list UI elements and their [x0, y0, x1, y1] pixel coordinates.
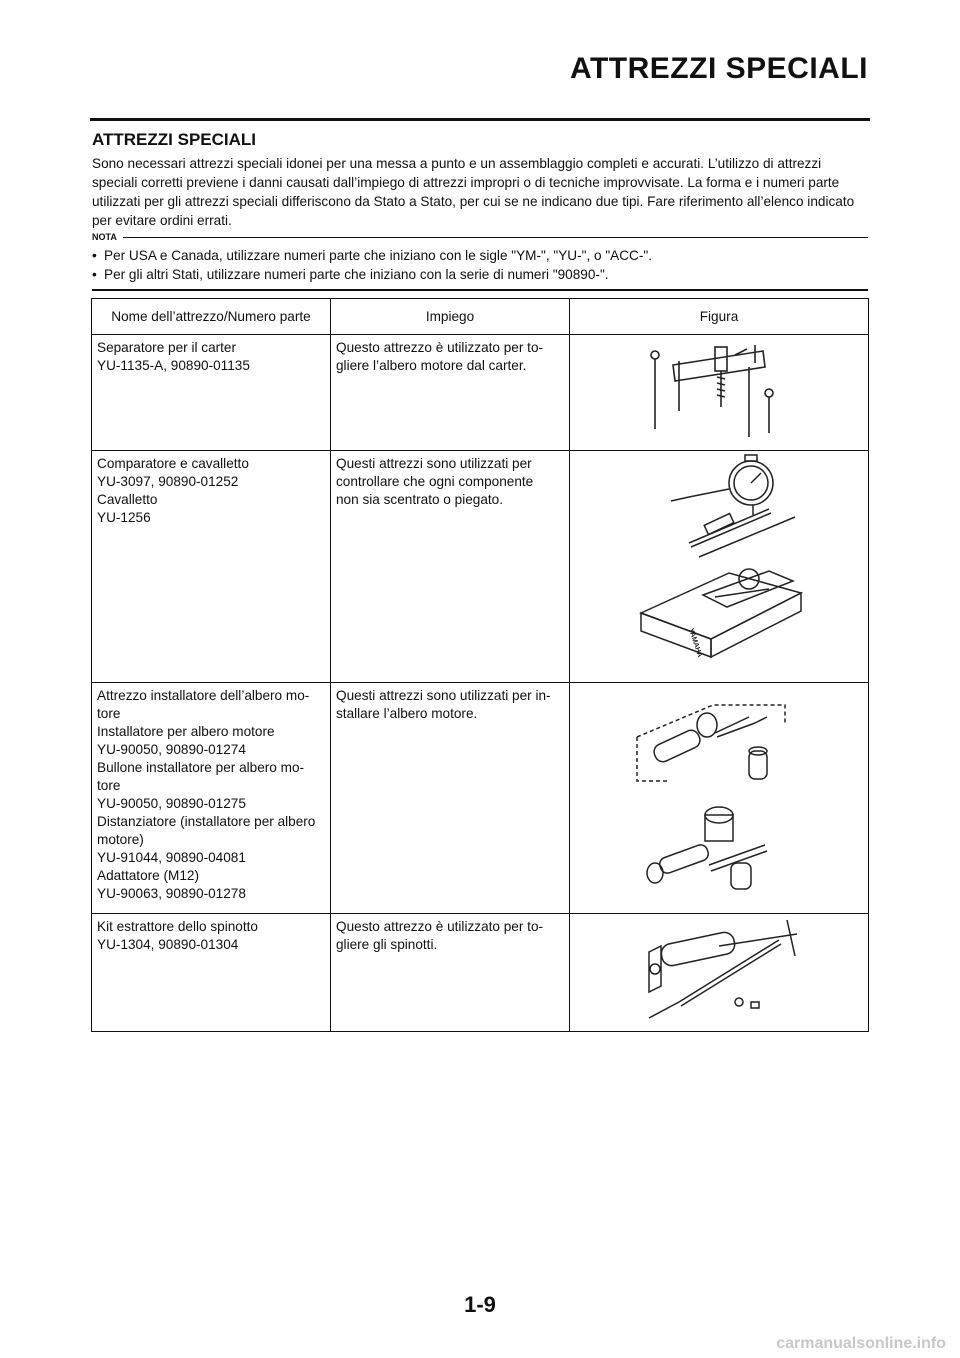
note-item: • Per gli altri Stati, utilizzare numeri parte che iniziano con la serie di numeri "90890-".	[92, 265, 868, 284]
tool-name-line: Bullone installatore per albero mo-	[97, 760, 305, 775]
crankcase-separator-icon	[619, 337, 819, 445]
note-item: • Per USA e Canada, utilizzare numeri parte che iniziano con le sigle "YM-", "YU-", o "ACC-".	[92, 246, 868, 265]
column-header-name: Nome dell’attrezzo/Numero parte	[92, 299, 331, 335]
piston-pin-puller-icon	[619, 916, 819, 1026]
usage-line: non sia scentrato o piegato.	[336, 492, 504, 507]
tool-name-line: tore	[97, 778, 121, 793]
tool-name-cell	[92, 683, 331, 914]
note-list	[92, 246, 868, 284]
case-brand-label: YAMAHA	[687, 627, 704, 659]
tool-part-number: YU-1304, 90890-01304	[97, 937, 239, 952]
tool-name-line: Cavalletto	[97, 492, 158, 507]
page-header-title: ATTREZZI SPECIALI	[570, 52, 868, 85]
column-header-usage: Impiego	[331, 299, 570, 335]
table-row	[92, 683, 869, 914]
tool-figure-cell	[570, 683, 869, 914]
usage-line: Questo attrezzo è utilizzato per to-	[336, 340, 544, 355]
note-header	[92, 230, 868, 244]
tool-part-number: YU-90050, 90890-01275	[97, 796, 246, 811]
tool-name-line: tore	[97, 706, 121, 721]
tool-figure-cell	[570, 335, 869, 451]
tool-usage-cell	[331, 451, 570, 683]
note-top-rule	[123, 237, 868, 238]
intro-section	[92, 130, 868, 230]
tool-name-line: Installatore per albero motore	[97, 724, 275, 739]
usage-line: Questi attrezzi sono utilizzati per in-	[336, 688, 551, 703]
usage-line: gliere gli spinotti.	[336, 937, 438, 952]
tool-name-line: Kit estrattore dello spinotto	[97, 919, 258, 934]
tool-part-number: YU-1256	[97, 510, 151, 525]
usage-line: gliere l’albero motore dal carter.	[336, 358, 527, 373]
tool-usage-cell	[331, 683, 570, 914]
tool-name-line: Attrezzo installatore dell’albero mo-	[97, 688, 310, 703]
section-heading: ATTREZZI SPECIALI	[92, 130, 257, 149]
table-row	[92, 451, 869, 683]
note-bottom-rule	[92, 289, 868, 291]
special-tools-table	[91, 298, 869, 1032]
tool-part-number: YU-90063, 90890-01278	[97, 886, 246, 901]
tool-name-cell	[92, 914, 331, 1032]
note-box	[92, 230, 868, 291]
section-body: Sono necessari attrezzi speciali idonei per una messa a punto e un assemblaggio completi e accurati. L’utilizzo di attrezzi speciali corretti previene i danni causati dall’impiego di attrezzi impropri o di tecniche improvvisate. La forma e i numeri parte utilizzati per gli attrezzi speciali differiscono da Stato a Stato, per cui se ne indicano due tipi. Fare riferimento all’elenco indicato per evitare ordini errati.	[92, 156, 855, 228]
tool-name-line: Adattatore (M12)	[97, 868, 199, 883]
tool-name-cell	[92, 335, 331, 451]
page-number: 1-9	[464, 1292, 496, 1317]
usage-line: controllare che ogni componente	[336, 474, 534, 489]
site-watermark: carmanualsonline.info	[776, 1335, 946, 1352]
tool-usage-cell	[331, 335, 570, 451]
table-row	[92, 914, 869, 1032]
usage-line: Questi attrezzi sono utilizzati per	[336, 456, 532, 471]
tool-figure-cell	[570, 451, 869, 683]
tool-usage-cell	[331, 914, 570, 1032]
crankshaft-installer-icon	[619, 685, 819, 906]
tool-name-line: motore)	[97, 832, 144, 847]
note-label: NOTA	[92, 232, 117, 242]
tool-part-number: YU-1135-A, 90890-01135	[97, 358, 250, 373]
tool-figure-cell	[570, 914, 869, 1032]
dial-gauge-stand-icon	[619, 453, 819, 675]
table-row	[92, 335, 869, 451]
tool-name-line: Comparatore e cavalletto	[97, 456, 249, 471]
tool-name-cell	[92, 451, 331, 683]
tool-part-number: YU-3097, 90890-01252	[97, 474, 239, 489]
usage-line: stallare l’albero motore.	[336, 706, 478, 721]
header-rule	[90, 118, 870, 121]
tool-name-line: Distanziatore (installatore per albero	[97, 814, 316, 829]
tool-name-line: Separatore per il carter	[97, 340, 237, 355]
tool-part-number: YU-90050, 90890-01274	[97, 742, 246, 757]
usage-line: Questo attrezzo è utilizzato per to-	[336, 919, 544, 934]
tool-part-number: YU-91044, 90890-04081	[97, 850, 246, 865]
table-header-row	[92, 299, 869, 335]
column-header-figure: Figura	[570, 299, 869, 335]
